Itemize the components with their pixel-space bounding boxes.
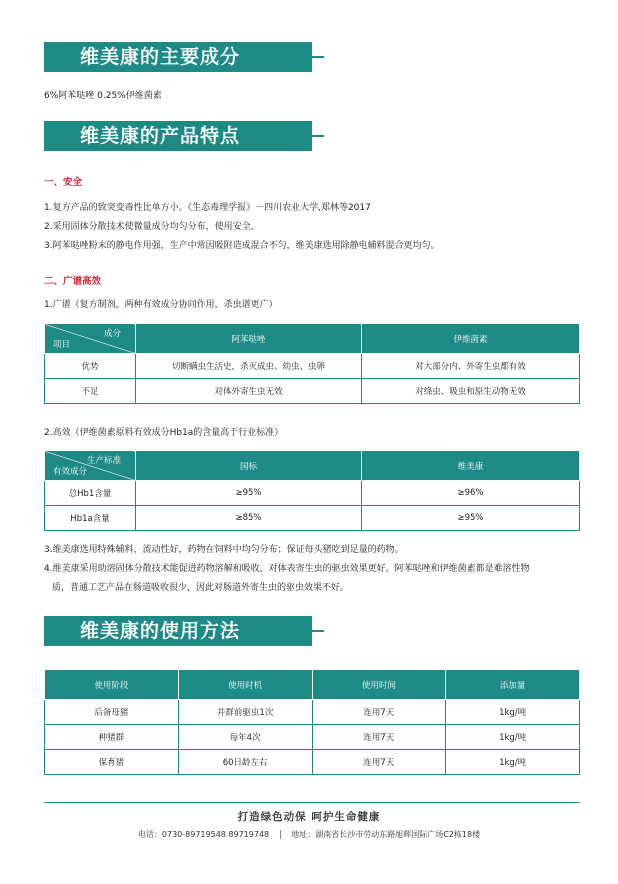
row-label: 优势 bbox=[45, 354, 136, 379]
table-row bbox=[45, 354, 580, 379]
cell: 1kg/吨 bbox=[446, 725, 580, 750]
spectrum-table bbox=[44, 323, 580, 404]
banner-divider bbox=[312, 135, 324, 137]
footer-divider bbox=[44, 802, 580, 803]
row-label: Hb1a含量 bbox=[45, 506, 136, 531]
footer-contact bbox=[0, 829, 618, 840]
corner-top-label: 生产标准 bbox=[86, 456, 121, 466]
cell: 对大部分内、外寄生虫都有效 bbox=[362, 354, 580, 379]
ingredients-text: 6%阿苯哒唑 0.25%伊维菌素 bbox=[44, 91, 162, 101]
cell: 60日龄左右 bbox=[178, 750, 312, 775]
cell: ≥85% bbox=[136, 506, 362, 531]
cell: 并群前驱虫1次 bbox=[178, 700, 312, 725]
col-header-dosage: 添加量 bbox=[446, 670, 580, 700]
cell: ≥95% bbox=[136, 481, 362, 506]
table-row bbox=[45, 506, 580, 531]
cell: 每年4次 bbox=[178, 725, 312, 750]
footer-slogan: 打造绿色动保 呵护生命健康 bbox=[237, 811, 381, 823]
cell: 对绦虫、吸虫和原生动物无效 bbox=[362, 379, 580, 404]
row-label: 总Hb1含量 bbox=[45, 481, 136, 506]
cell: 连用7天 bbox=[312, 700, 446, 725]
safety-heading: 一、安全 bbox=[44, 177, 83, 188]
cell: 后备母猪 bbox=[45, 700, 179, 725]
table-corner-header bbox=[45, 324, 136, 354]
footer-separator bbox=[280, 830, 281, 839]
cell: 切断螨虫生活史，杀灭成虫、幼虫、虫卵 bbox=[136, 354, 362, 379]
safety-line-2: 2.采用固体分散技术使微量成分均匀分布，使用安全。 bbox=[44, 222, 260, 232]
cell: ≥95% bbox=[362, 506, 580, 531]
corner-bottom-label: 有效成分 bbox=[53, 467, 88, 477]
efficacy-line-4b: 质，普通工艺产品在肠道吸收很少，因此对肠道外寄生虫的驱虫效果不好。 bbox=[52, 583, 350, 593]
safety-line-1: 1.复方产品的致突变毒性比单方小。《生态毒理学报》－四川农业大学,郑林等2017 bbox=[44, 203, 371, 213]
efficacy-line-3: 3.维美康选用特殊辅料，流动性好，药物在饲料中均匀分布；保证每头猪吃到足量的药物。 bbox=[44, 545, 404, 555]
broad-intro: 1.广谱（复方制剂，两种有效成分协同作用，杀虫谱更广） bbox=[44, 300, 278, 310]
table-row bbox=[45, 379, 580, 404]
section-banner-usage bbox=[44, 616, 312, 646]
section-title-usage: 维美康的使用方法 bbox=[80, 620, 241, 642]
cell: 1kg/吨 bbox=[446, 750, 580, 775]
section-banner-ingredients bbox=[44, 42, 312, 72]
cell: ≥96% bbox=[362, 481, 580, 506]
banner-divider bbox=[312, 56, 324, 58]
efficacy-table bbox=[44, 450, 580, 531]
cell: 1kg/吨 bbox=[446, 700, 580, 725]
col-header-national-standard: 国标 bbox=[136, 451, 362, 481]
footer-phone: 电话：0730-89719548 89719748 bbox=[137, 830, 270, 839]
footer-address: 地址：湖南省长沙市劳动东路旭辉国际广场C2栋18楼 bbox=[291, 830, 481, 839]
table-row bbox=[45, 725, 580, 750]
cell: 保育猪 bbox=[45, 750, 179, 775]
usage-table bbox=[44, 669, 580, 775]
banner-divider bbox=[312, 630, 324, 632]
col-header-albendazole: 阿苯哒唑 bbox=[136, 324, 362, 354]
efficacy-line-4a: 4.维美康采用助溶固体分散技术能促进药物溶解和吸收，对体表寄生虫的驱虫效果更好。阿苯哒唑和伊维菌素都是难溶性物 bbox=[44, 564, 530, 574]
section-banner-features bbox=[44, 121, 312, 151]
section-title-features: 维美康的产品特点 bbox=[80, 125, 241, 147]
cell: 连用7天 bbox=[312, 725, 446, 750]
row-label: 不足 bbox=[45, 379, 136, 404]
safety-line-3: 3.阿苯哒唑粉末的静电作用强，生产中常因吸附造成混合不匀，维美康选用除静电辅料混合更均匀。 bbox=[44, 241, 440, 251]
col-header-ivermectin: 伊维菌素 bbox=[362, 324, 580, 354]
col-header-stage: 使用阶段 bbox=[45, 670, 179, 700]
cell: 连用7天 bbox=[312, 750, 446, 775]
efficacy-intro: 2.高效（伊维菌素原料有效成分Hb1a的含量高于行业标准） bbox=[44, 428, 284, 438]
corner-bottom-label: 项目 bbox=[53, 340, 71, 350]
table-row bbox=[45, 481, 580, 506]
table-row bbox=[45, 750, 580, 775]
section-title-ingredients: 维美康的主要成分 bbox=[80, 46, 241, 68]
table-row bbox=[45, 700, 580, 725]
corner-top-label: 成分 bbox=[103, 329, 121, 339]
cell: 对体外寄生虫无效 bbox=[136, 379, 362, 404]
cell: 种猪群 bbox=[45, 725, 179, 750]
broad-heading: 二、广谱高效 bbox=[44, 276, 102, 287]
col-header-duration: 使用时间 bbox=[312, 670, 446, 700]
col-header-timing: 使用时机 bbox=[178, 670, 312, 700]
col-header-weimeikang: 维美康 bbox=[362, 451, 580, 481]
table-corner-header bbox=[45, 451, 136, 481]
